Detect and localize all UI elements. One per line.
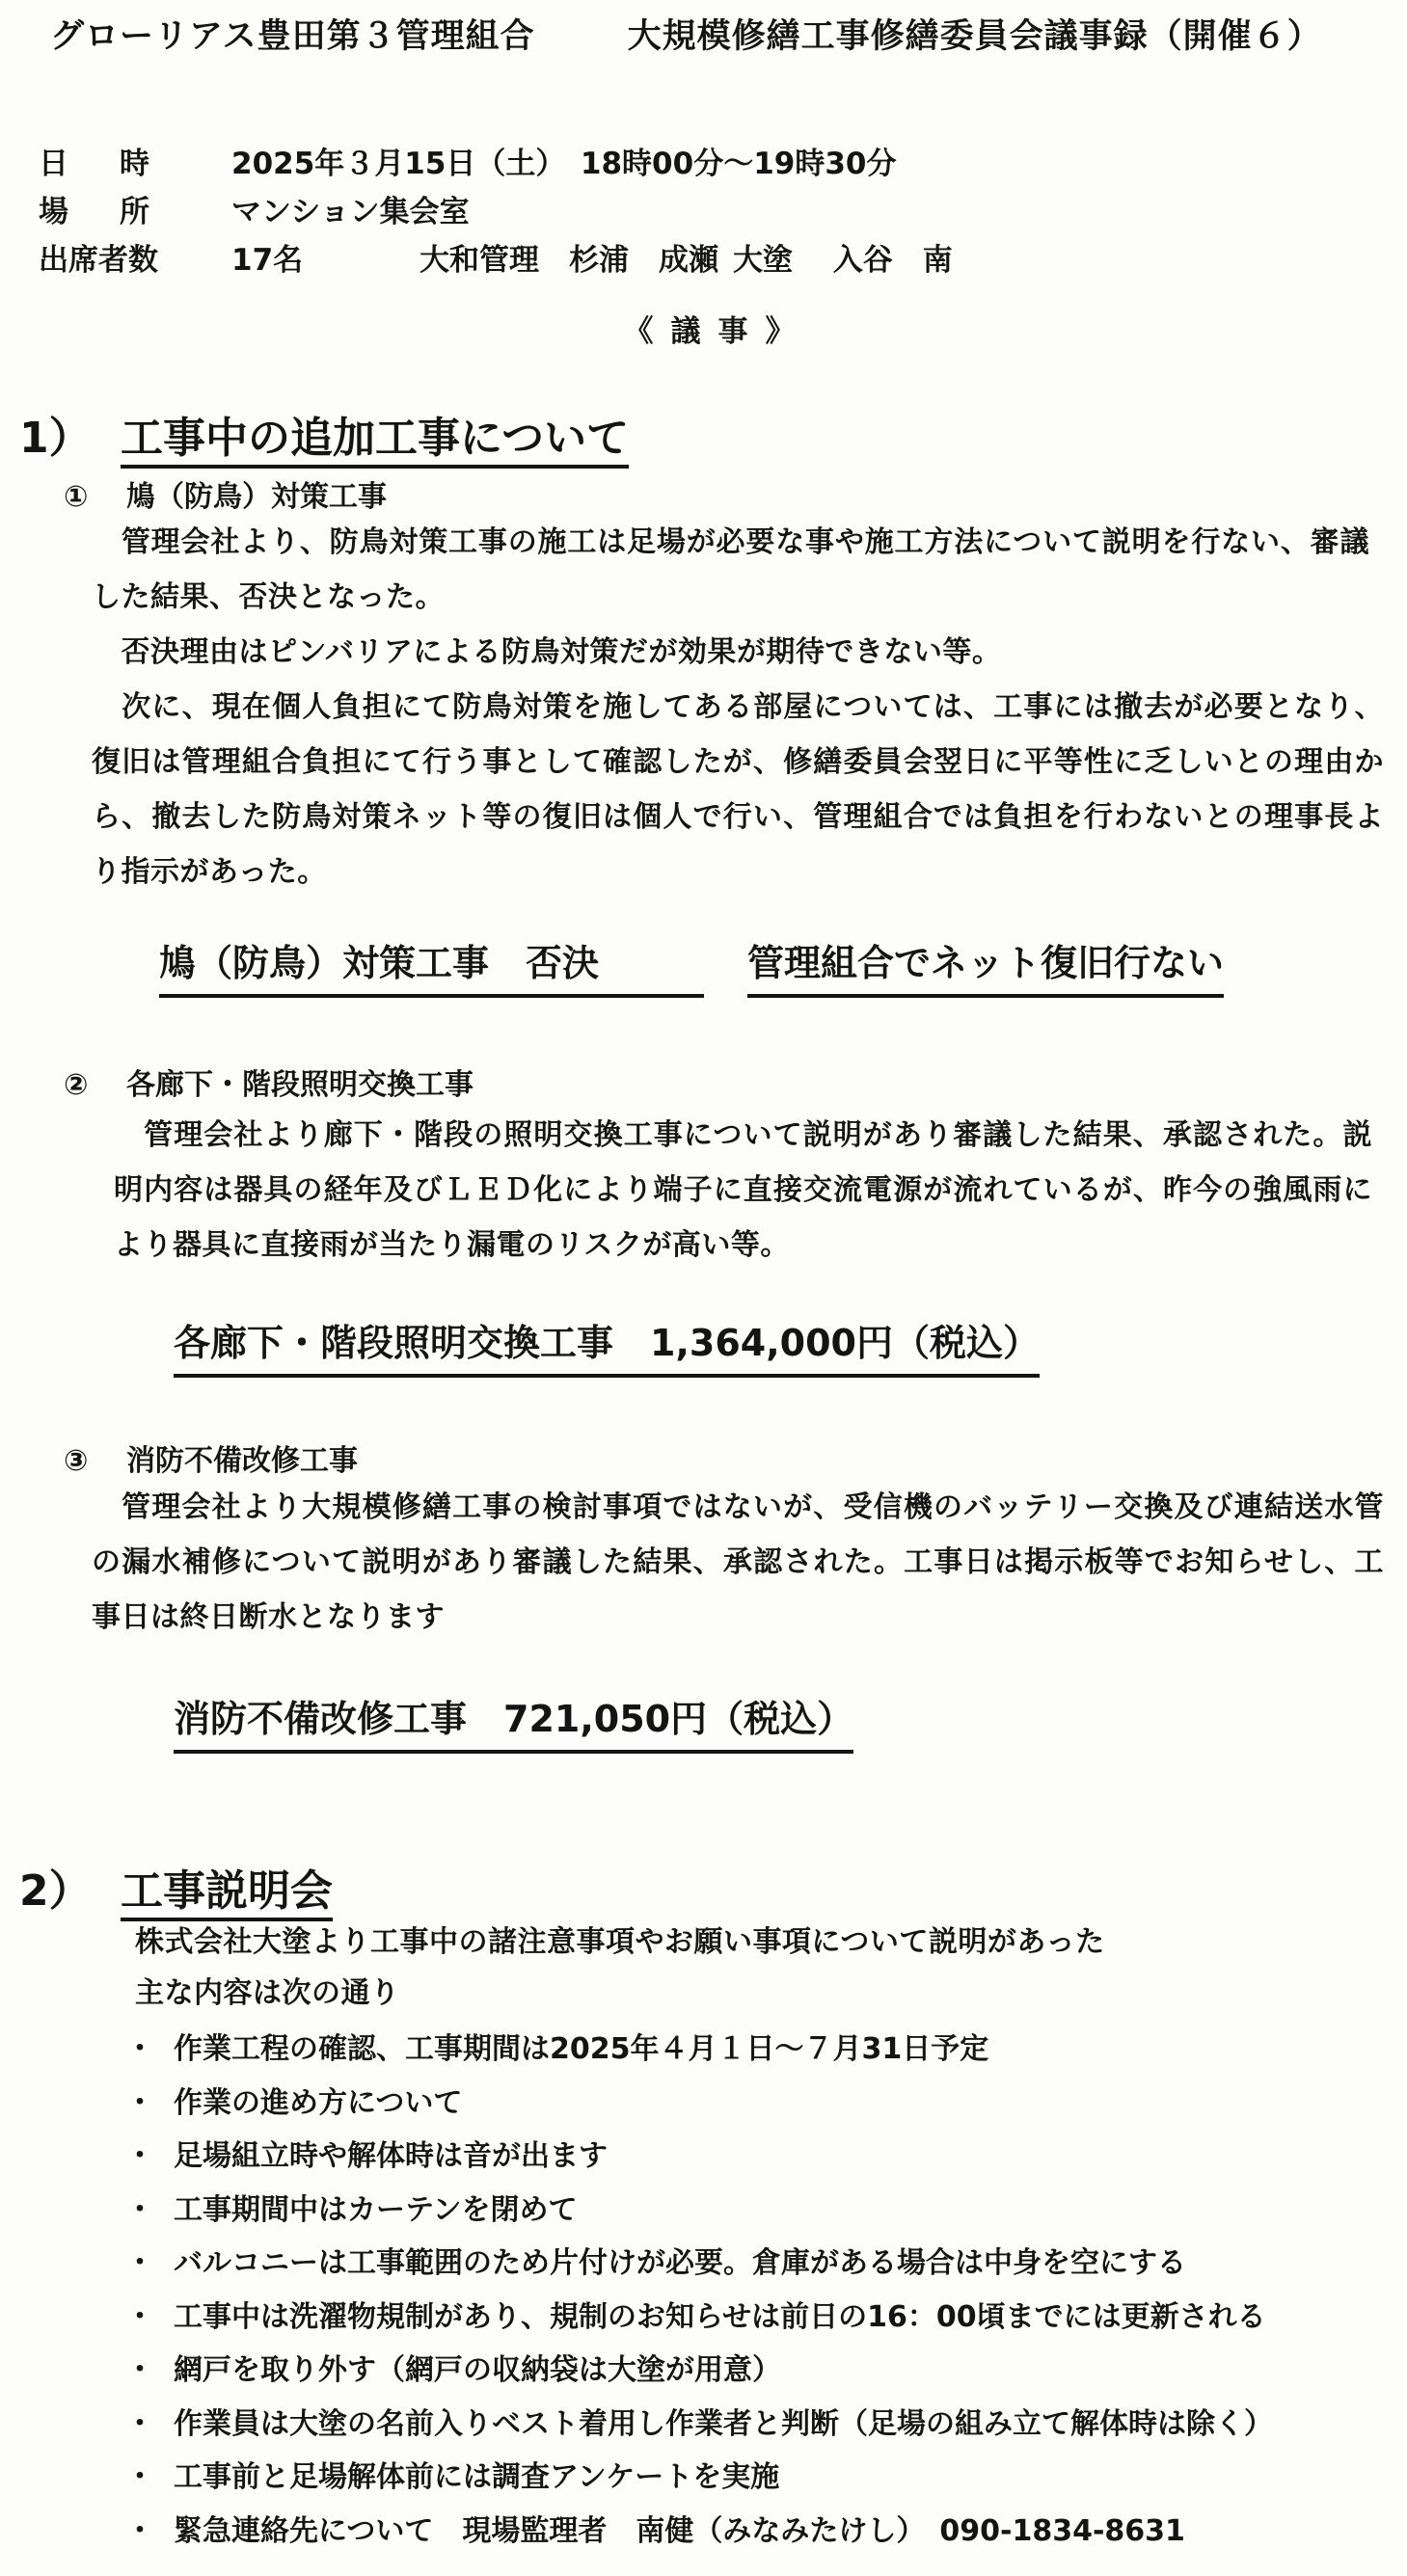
attendees-label: 出席者数	[39, 243, 158, 278]
section2-intro1: 株式会社大塗より工事中の諸注意事項やお願い事項について説明があった	[135, 1925, 1105, 1959]
item1-result-rejected: 鳩（防鳥）対策工事 否決	[159, 933, 704, 998]
list-item: ・ 足場組立時や解体時は音が出ます	[125, 2139, 608, 2173]
meta-row-date	[39, 140, 953, 188]
list-item: ・ 工事中は洗濯物規制があり、規制のお知らせは前日の16：00頃までには更新される	[125, 2299, 1266, 2334]
item1-paragraph1: 管理会社より、防鳥対策工事の施工は足場が必要な事や施工方法について説明を行ない、審議した結果、否決となった。	[92, 525, 1369, 614]
list-item: ・ 作業工程の確認、工事期間は2025年４月１日～７月31日予定	[125, 2032, 989, 2066]
section2-number: 2）	[19, 1866, 92, 1916]
document-title	[50, 10, 1322, 58]
list-item: ・ 作業員は大塗の名前入りベスト着用し作業者と判断（足場の組み立て解体時は除く）	[125, 2406, 1273, 2441]
list-item: ・ 作業の進め方について	[125, 2085, 463, 2120]
date-label: 日 時	[39, 147, 149, 181]
item3-paragraph1: 管理会社より大規模修繕工事の検討事項ではないが、受信機のバッテリー交換及び連結送水管の漏水補修について説明があり審議した結果、承認された。工事日は掲示板等でお知らせし、工事日は終日断水となります	[92, 1490, 1384, 1634]
section1-number: 1）	[19, 414, 92, 463]
item3-result-cost: 消防不備改修工事 721,050円（税込）	[174, 1689, 853, 1754]
meeting-info	[39, 140, 953, 284]
list-item: ・ 網戸を取り外す（網戸の収納袋は大塗が用意）	[125, 2353, 781, 2387]
item2-title: 各廊下・階段照明交換工事	[126, 1068, 474, 1102]
agenda-title: 《議事》	[623, 314, 813, 349]
attendees-company1: 大和管理 杉浦 成瀬	[419, 243, 718, 278]
title-organization: グローリアス豊田第３管理組合	[50, 17, 535, 56]
item1-heading	[64, 472, 387, 515]
section2-heading	[19, 1856, 333, 1918]
item3-heading	[64, 1436, 358, 1479]
list-item: ・ 工事期間中はカーテンを閉めて	[125, 2192, 578, 2227]
section1-title: 工事中の追加工事について	[121, 414, 629, 469]
section2-bullet-list	[125, 2023, 1273, 2558]
attendees-count: 17名	[231, 243, 304, 278]
item1-number: ①	[64, 480, 89, 514]
meta-row-place	[39, 188, 953, 236]
item3-number: ③	[64, 1444, 89, 1478]
place-label: 場 所	[39, 195, 149, 229]
title-meeting: 大規模修繕工事修繕委員会議事録（開催６）	[627, 17, 1322, 56]
item1-result-net: 管理組合でネット復旧行ない	[747, 933, 1224, 998]
item1-paragraph2: 否決理由はピンバリアによる防鳥対策だが効果が期待できない等。	[92, 635, 1002, 669]
section2-intro2: 主な内容は次の通り	[135, 1976, 400, 2010]
list-item: ・ 緊急連絡先について 現場監理者 南健（みなみたけし） 090-1834-8631	[125, 2513, 1185, 2548]
item2-result-cost: 各廊下・階段照明交換工事 1,364,000円（税込）	[174, 1313, 1040, 1378]
list-item: ・ 工事前と足場解体前には調査アンケートを実施	[125, 2460, 780, 2494]
attendees-company2: 大塗 入谷 南	[733, 243, 953, 278]
date-value: 2025年３月15日（土） 18時00分～19時30分	[231, 147, 897, 181]
item3-title: 消防不備改修工事	[126, 1444, 358, 1478]
list-item: ・ バルコニーは工事範囲のため片付けが必要。倉庫がある場合は中身を空にする	[125, 2246, 1186, 2280]
item1-title: 鳩（防鳥）対策工事	[126, 480, 387, 514]
item2-heading	[64, 1060, 474, 1103]
meta-row-attendees	[39, 236, 953, 284]
item1-paragraph3: 次に、現在個人負担にて防鳥対策を施してある部屋については、工事には撤去が必要となり、復旧は管理組合負担にて行う事として確認したが、修繕委員会翌日に平等性に乏しいとの理由から、撤去した防鳥対策ネット等の復旧は個人で行い、管理組合では負担を行わないとの理事長より指示があった。	[92, 690, 1384, 889]
item2-paragraph1: 管理会社より廊下・階段の照明交換工事について説明があり審議した結果、承認された。説明内容は器具の経年及びＬＥＤ化により端子に直接交流電源が流れているが、昨今の強風雨により器具に直接雨が当たり漏電のリスクが高い等。	[114, 1118, 1372, 1262]
section1-heading	[19, 403, 629, 465]
place-value: マンション集会室	[231, 195, 470, 229]
item2-number: ②	[64, 1068, 89, 1102]
section2-title: 工事説明会	[121, 1866, 333, 1921]
